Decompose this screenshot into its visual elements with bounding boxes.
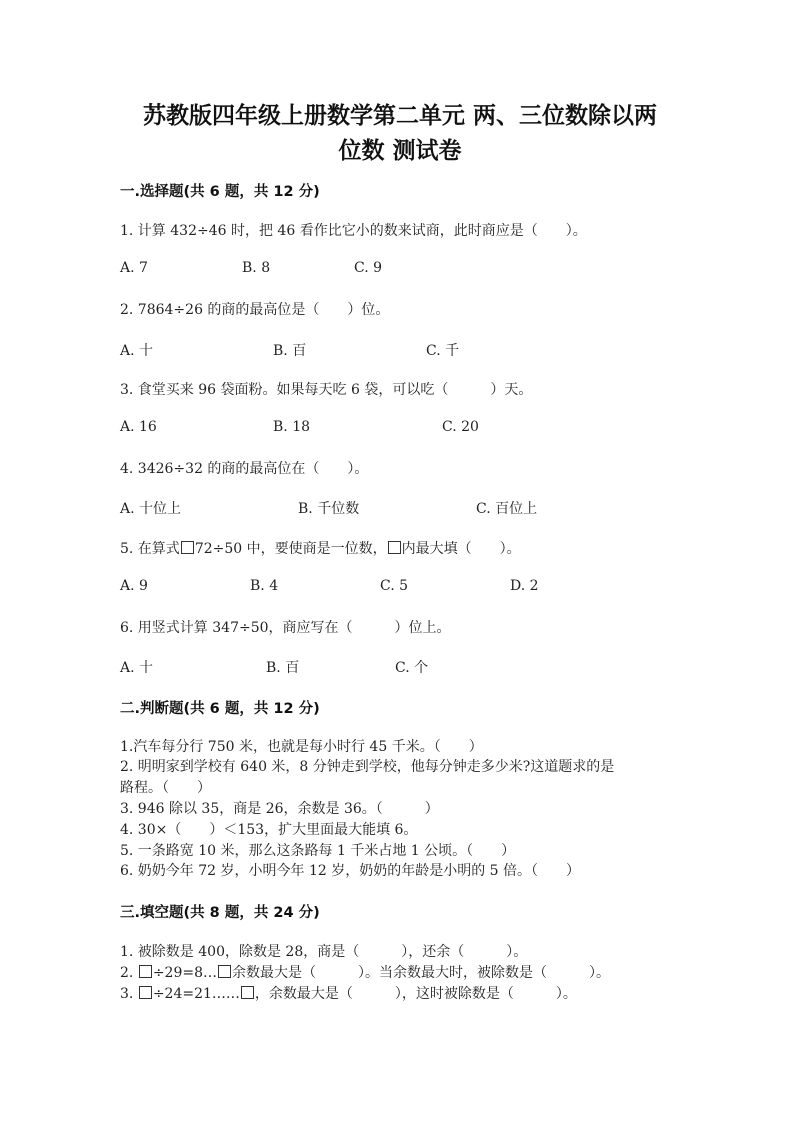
section-heading-fill-in: 三.填空题(共 8 题，共 24 分): [120, 905, 320, 921]
blank-box-icon: [139, 965, 152, 978]
question-1-2: 2. 7864÷26 的商的最高位是（ ）位。: [120, 302, 390, 318]
blank-box-icon: [139, 986, 152, 999]
question-1-6-option-c: C. 个: [395, 660, 429, 676]
blank-box-icon: [388, 541, 401, 554]
judgment-line-6: 6. 奶奶今年 72 岁，小明今年 12 岁，奶奶的年龄是小明的 5 倍。（ ）: [120, 863, 581, 879]
question-1-3-option-a: A. 16: [120, 419, 157, 435]
question-1-1-option-a: A. 7: [120, 260, 148, 276]
fill-line-3: [120, 983, 577, 1003]
fill-line-3-text: ，余数最大是（ ），这时被除数是（ ）。: [254, 986, 577, 1002]
question-1-5: [120, 538, 521, 558]
judgment-line-1: 1.汽车每分行 750 米，也就是每小时行 45 千米。（ ）: [120, 739, 483, 755]
fill-line-3-number: 3.: [120, 986, 138, 1002]
blank-box-icon: [241, 986, 254, 999]
fill-line-2-number: 2.: [120, 965, 138, 981]
judgment-line-5: 5. 一条路宽 10 米，那么这条路每 1 千米占地 1 公顷。（ ）: [120, 843, 516, 859]
question-1-2-option-c: C. 千: [426, 343, 460, 359]
blank-box-icon: [218, 965, 231, 978]
question-1-5-option-c: C. 5: [380, 578, 409, 594]
fill-line-2-equation: ÷29=8…: [152, 965, 217, 981]
question-1-1: 1. 计算 432÷46 时，把 46 看作比它小的数来试商，此时商应是（ ）。: [120, 223, 587, 239]
question-1-3: 3. 食堂买来 96 袋面粉。如果每天吃 6 袋，可以吃（ ）天。: [120, 382, 533, 398]
page-title-line-1: 苏教版四年级上册数学第二单元 两、三位数除以两: [142, 103, 657, 129]
question-1-3-option-c: C. 20: [442, 419, 479, 435]
question-1-4-option-a: A. 十位上: [120, 501, 182, 517]
question-1-1-option-c: C. 9: [354, 260, 383, 276]
question-1-1-option-b: B. 8: [242, 260, 271, 276]
question-1-5-text-middle: 72÷50 中，要使商是一位数，: [194, 541, 387, 557]
fill-line-2-text: 余数最大是（ ）。当余数最大时，被除数是（ ）。: [232, 965, 610, 981]
page-title-line-2: 位数 测试卷: [338, 138, 462, 164]
section-heading-multiple-choice: 一.选择题(共 6 题，共 12 分): [120, 184, 320, 200]
question-1-3-option-b: B. 18: [273, 419, 311, 435]
question-1-4-option-c: C. 百位上: [476, 501, 538, 517]
judgment-line-2-continued: 路程。（ ）: [120, 780, 211, 796]
judgment-line-4: 4. 30×（ ）＜153，扩大里面最大能填 6。: [120, 822, 418, 838]
fill-line-1: 1. 被除数是 400，除数是 28，商是（ ），还余（ ）。: [120, 944, 528, 960]
question-1-5-text-start: 5. 在算式: [120, 541, 180, 557]
question-1-5-option-a: A. 9: [120, 578, 148, 594]
question-1-5-option-d: D. 2: [510, 578, 539, 594]
judgment-line-2: 2. 明明家到学校有 640 米，8 分钟走到学校，他每分钟走多少米?这道题求的是: [120, 759, 615, 775]
section-heading-true-false: 二.判断题(共 6 题，共 12 分): [120, 701, 320, 717]
question-1-6: 6. 用竖式计算 347÷50，商应写在（ ）位上。: [120, 620, 451, 636]
fill-line-2: [120, 962, 610, 982]
question-1-2-option-a: A. 十: [120, 343, 154, 359]
question-1-6-option-a: A. 十: [120, 660, 154, 676]
judgment-line-3: 3. 946 除以 35，商是 26，余数是 36。（ ）: [120, 801, 439, 817]
question-1-5-option-b: B. 4: [250, 578, 279, 594]
blank-box-icon: [181, 541, 194, 554]
question-1-5-text-end: 内最大填（ ）。: [401, 541, 521, 557]
question-1-4: 4. 3426÷32 的商的最高位在（ ）。: [120, 461, 369, 477]
fill-line-3-equation: ÷24=21……: [152, 986, 240, 1002]
question-1-2-option-b: B. 百: [273, 343, 307, 359]
question-1-6-option-b: B. 百: [266, 660, 300, 676]
question-1-4-option-b: B. 千位数: [298, 501, 360, 517]
